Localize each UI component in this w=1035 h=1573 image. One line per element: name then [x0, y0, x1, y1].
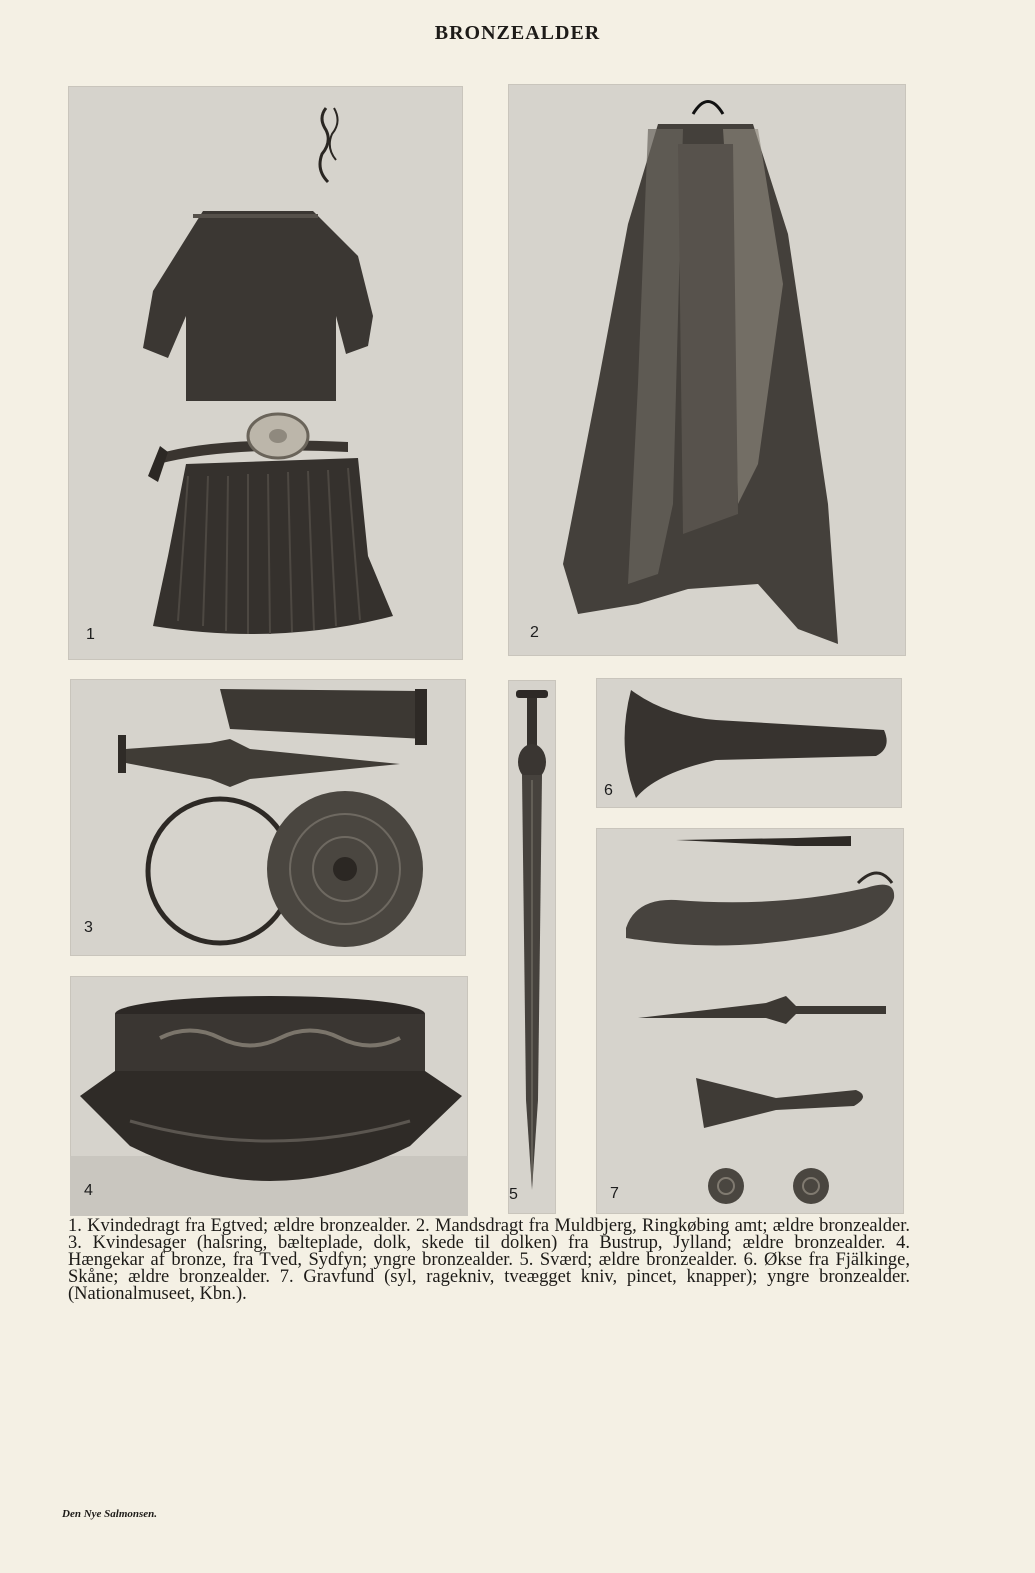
- plate-4-image: [70, 976, 468, 1216]
- plate-2-image: [508, 84, 906, 656]
- plate-number: 7: [610, 1185, 619, 1202]
- plate-6-image: [596, 678, 902, 808]
- plate-number: 2: [530, 624, 539, 641]
- footer: Den Nye Salmonsen.: [62, 1508, 158, 1520]
- plate-number: 4: [84, 1182, 93, 1199]
- page-title: BRONZEALDER: [434, 22, 601, 44]
- plate-number: 6: [604, 782, 613, 799]
- plate-1-image: [68, 86, 463, 660]
- caption: 1. Kvindedragt fra Egtved; ældre bronzealder. 2. Mandsdragt fra Muldbjerg, Ringkøbing amt; ældre bronzealder. 3. Kvindesager (halsring, bælteplade, dolk, skede til dolken) fra Bustrup, Jylland; ældre bronzealder. 4. Hængekar af bronze, fra Tved, Sydfyn; yngre bronzealder. 5. Sværd; ældre bronzealder. 6. Økse fra Fjälkinge, Skåne; ældre bronzealder. 7. Gravfund (syl, ragekniv, tveægget kniv, pincet, knapper); yngre bronzealder. (Nationalmuseet, Kbn.).: [68, 1216, 910, 1304]
- plate-number: 3: [84, 919, 93, 936]
- plate-number: 5: [509, 1186, 518, 1203]
- plate-7-image: [596, 828, 904, 1214]
- plate-number: 1: [86, 626, 95, 643]
- plate-3-image: [70, 679, 466, 956]
- plate-5-image: [508, 680, 556, 1214]
